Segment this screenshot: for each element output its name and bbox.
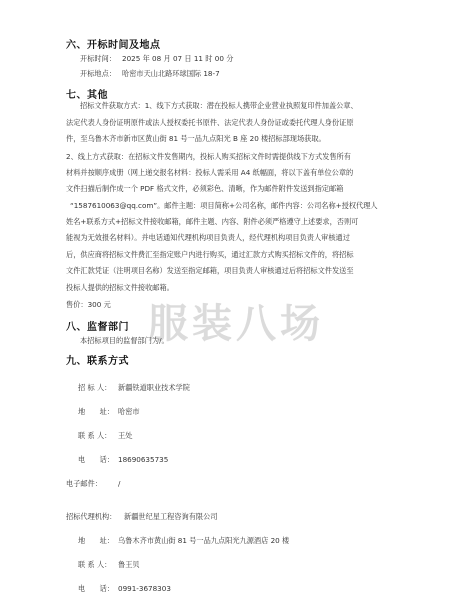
agency-phone-label: 电 话： <box>78 584 114 593</box>
watermark-text: 服装八场 <box>148 301 324 347</box>
section-8-heading: 八、监督部门 <box>66 322 129 333</box>
para1-line-3: 件，至乌鲁木齐市新市区黄山街 81 号一品九点阳光 B 座 20 楼招标部现场获取。 <box>66 134 326 143</box>
para2-line-8: 文件汇款凭证（注明项目名称）发送至指定邮箱，项目负责人审核通过后将招标文件发送至 <box>66 266 354 275</box>
section-6-heading: 六、开标时间及地点 <box>66 40 161 51</box>
para1-line-2: 法定代表人身份证明原件或法人授权委托书原件、法定代表人身份证或委托代理人身份证原 <box>66 118 354 127</box>
client-phone-label: 电 话： <box>78 455 114 464</box>
open-time-value: 2025 年 08 月 07 日 11 时 00 分 <box>122 54 234 63</box>
agency-phone: 0991-3678303 <box>118 584 171 593</box>
client-addr: 哈密市 <box>118 407 140 416</box>
agency-addr: 乌鲁木齐市黄山街 81 号一品九点阳光九源酒店 20 楼 <box>118 536 290 545</box>
open-time-label: 开标时间： <box>80 54 116 63</box>
client-contact-label: 联 系 人： <box>78 431 112 440</box>
para2-line-9: 投标人提供的招标文件接收邮箱。 <box>66 283 174 292</box>
client-name: 新疆铁道职业技术学院 <box>118 383 190 392</box>
client-email: / <box>118 479 121 488</box>
para2-line-6: 能视为无效报名材料）。并电话通知代理机构项目负责人，经代理机构项目负责人审核通过 <box>66 233 350 242</box>
open-place-value: 哈密市天山北路环球国际 18-7 <box>122 69 220 78</box>
para2-line-3: 文件扫描后制作成一个 PDF 格式文件，必须彩色、清晰，作为邮件附件发送到指定邮箱 <box>66 184 344 193</box>
agency-addr-label: 地 址： <box>78 536 114 545</box>
para2-line-2: 材料并按顺序成册（网上递交报名材料：投标人需采用 A4 纸幅面，将以下盖有单位公章的 <box>66 168 354 177</box>
client-contact: 王处 <box>118 431 133 440</box>
section-7-heading: 七、其他 <box>66 90 108 101</box>
agency-contact-label: 联 系 人： <box>78 560 112 569</box>
para2-line-1: 2、线上方式获取：在招标文件发售期内，投标人购买招标文件时需提供线下方式发售所有 <box>66 152 351 161</box>
agency-name: 新疆世纪星工程咨询有限公司 <box>124 512 218 521</box>
para2-line-4: “1587610063@qq.com”。邮件主题：项目简称+公司名称，邮件内容：公司名称+授权代理人 <box>70 201 378 210</box>
para1-line-1: 招标文件获取方式：1、线下方式获取：潜在投标人携带企业营业执照复印件加盖公章、 <box>80 101 358 110</box>
para2-line-5: 姓名+联系方式+招标文件接收邮箱，邮件主题、内容、附件必须严格遵守上述要求，否则可 <box>66 217 359 226</box>
section-9-heading: 九、联系方式 <box>66 356 129 367</box>
supervision-text: 本招标项目的监督部门为/。 <box>80 336 169 345</box>
client-phone: 18690635735 <box>118 455 169 464</box>
agency-contact: 鲁王贝 <box>118 560 140 569</box>
open-place-label: 开标地点： <box>80 69 116 78</box>
para2-line-7: 后，供应商将招标文件费汇至指定账户内进行购买，通过汇款方式购买招标文件的，将招标 <box>66 250 354 259</box>
client-name-label: 招 标 人： <box>78 383 112 392</box>
client-addr-label: 地 址： <box>78 407 114 416</box>
price-text: 售价：300 元 <box>66 300 111 309</box>
client-email-label: 电子邮件： <box>66 479 102 488</box>
agency-name-label: 招标代理机构： <box>66 512 117 521</box>
